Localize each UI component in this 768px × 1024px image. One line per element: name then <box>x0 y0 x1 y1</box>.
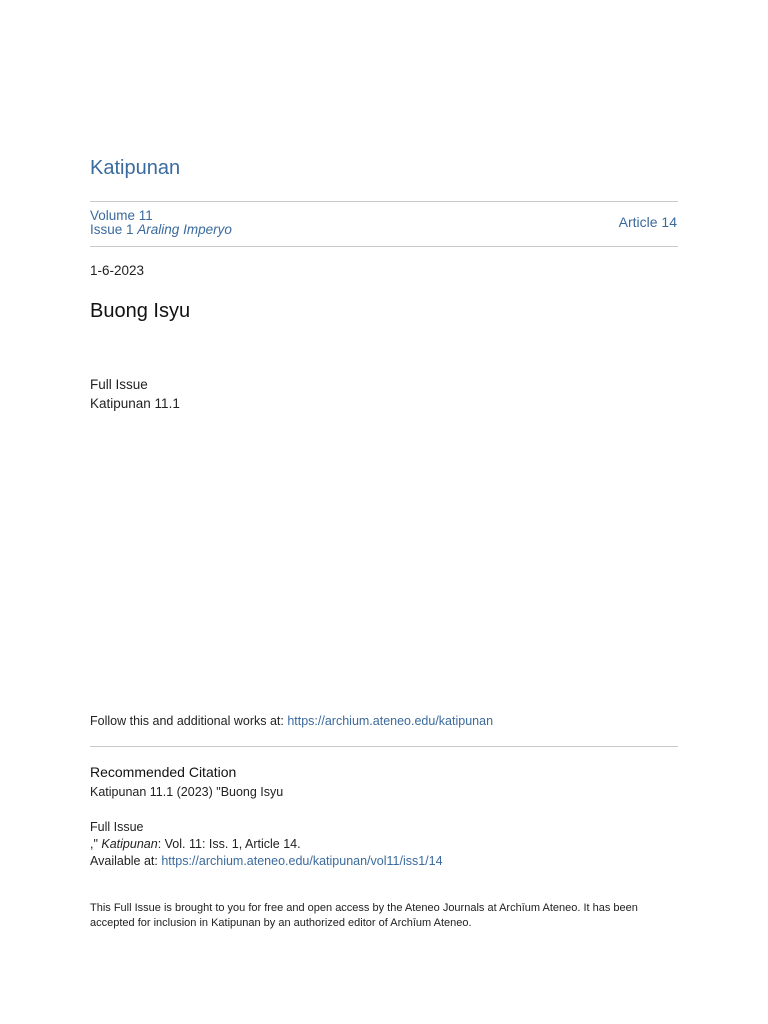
recommended-citation-heading: Recommended Citation <box>90 764 237 780</box>
citation-line-2: Full Issue <box>90 820 144 834</box>
citation-journal-name: Katipunan <box>101 837 158 851</box>
citation-line-3-suffix: : Vol. 11: Iss. 1, Article 14. <box>157 837 301 851</box>
issue-link-row[interactable] <box>90 223 232 237</box>
citation-block <box>90 784 443 870</box>
available-prefix: Available at: <box>90 854 162 868</box>
article-title: Buong Isyu <box>90 300 191 322</box>
issue-name[interactable]: Araling Imperyo <box>137 222 232 237</box>
citation-line-1: Katipunan 11.1 (2023) "Buong Isyu <box>90 785 284 799</box>
follow-url-link[interactable]: https://archium.ateneo.edu/katipunan <box>287 714 494 728</box>
issue-link[interactable]: Issue 1 <box>90 222 134 237</box>
follow-line <box>90 714 493 728</box>
available-url-link[interactable]: https://archium.ateneo.edu/katipunan/vol11/iss1/14 <box>161 854 443 868</box>
citation-divider <box>90 746 678 747</box>
citation-available-line <box>90 853 443 870</box>
volume-issue-block <box>90 209 232 237</box>
citation-line-3-prefix: ," <box>90 837 102 851</box>
publication-date: 1-6-2023 <box>90 263 145 278</box>
citation-line-3 <box>90 836 443 853</box>
header-top-divider <box>90 201 678 202</box>
header-bottom-divider <box>90 246 678 247</box>
volume-link[interactable]: Volume 11 <box>90 208 153 223</box>
citation-spacer <box>90 801 443 819</box>
authors-block <box>90 375 180 413</box>
access-footer-note: This Full Issue is brought to you for free and open access by the Ateneo Journals at Archīum Ateneo. It has been accepted for inclusion in Katipunan by an authorized editor of Archīum Ateneo. <box>90 902 638 929</box>
author-line-2: Katipunan 11.1 <box>90 396 180 411</box>
author-line-1: Full Issue <box>90 377 148 392</box>
article-number-link[interactable]: Article 14 <box>618 214 677 230</box>
journal-title-link[interactable]: Katipunan <box>90 157 181 179</box>
follow-text: Follow this and additional works at: <box>90 714 288 728</box>
